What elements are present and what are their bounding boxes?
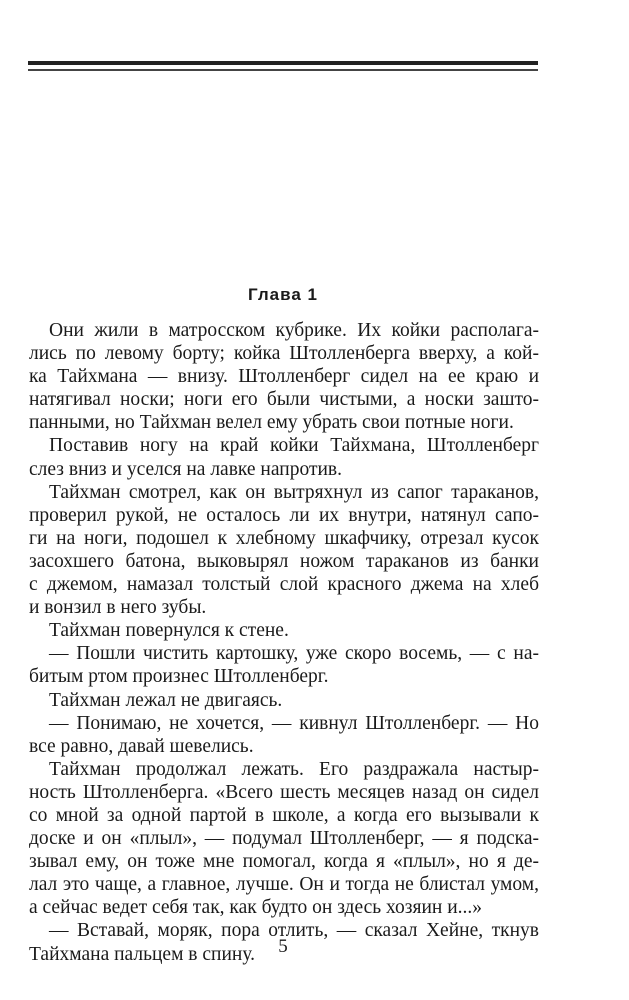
chapter-title: Глава 1 bbox=[248, 285, 318, 304]
header-rule-thin bbox=[28, 69, 538, 71]
text-line: слез вниз и уселся на лавке напротив. bbox=[29, 458, 342, 480]
paragraph bbox=[29, 712, 539, 758]
text-line: ка Тайхмана — внизу. Штолленберг сидел на ее краю и bbox=[29, 366, 539, 388]
paragraph bbox=[29, 758, 539, 920]
text-line: ги на ноги, подошел к хлебному шкафчику, отрезал кусок bbox=[29, 527, 539, 549]
text-line: — Вставай, моряк, пора отлить, — сказал Хейне, ткнув bbox=[49, 920, 539, 942]
text-line: и вонзил в него зубы. bbox=[29, 597, 207, 619]
text-line: лал это чаще, а главное, лучше. Он и тогда не блистал умом, bbox=[29, 874, 539, 896]
paragraph bbox=[29, 642, 539, 688]
body-text bbox=[29, 319, 539, 966]
text-line: Поставив ногу на край койки Тайхмана, Штолленберг bbox=[49, 435, 539, 457]
text-line: с джемом, намазал толстый слой красного джема на хлеб bbox=[29, 574, 539, 596]
text-line: — Пошли чистить картошку, уже скоро восемь, — с на- bbox=[49, 643, 539, 665]
text-line: Тайхман лежал не двигаясь. bbox=[49, 689, 283, 711]
text-line: Тайхман смотрел, как он вытряхнул из сапог тараканов, bbox=[49, 481, 539, 503]
text-line: натягивал носки; ноги его были чистыми, а носки зашто- bbox=[29, 389, 539, 411]
text-line: ность Штолленберга. «Всего шесть месяцев назад он сидел bbox=[29, 781, 539, 803]
text-line: панными, но Тайхман велел ему убрать свои потные ноги. bbox=[29, 412, 514, 434]
paragraph bbox=[29, 319, 539, 434]
paragraph bbox=[29, 689, 539, 712]
text-line: лись по левому борту; койка Штолленберга вверху, а кой- bbox=[29, 343, 539, 365]
text-line: битым ртом произнес Штолленберг. bbox=[29, 666, 329, 688]
text-line: Тайхман повернулся к стене. bbox=[49, 620, 289, 642]
text-line: Тайхмана пальцем в спину. bbox=[29, 943, 256, 965]
paragraph bbox=[29, 434, 539, 480]
header-rule-thick bbox=[28, 61, 538, 65]
text-line: а сейчас ведет себя так, как будто он здесь хозяин и...» bbox=[29, 897, 483, 919]
text-line: со мной за одной партой в школе, а когда его вызывали к bbox=[29, 804, 539, 826]
text-line: зывал ему, он тоже мне помогал, когда я «плыл», но я де- bbox=[29, 851, 539, 873]
text-line: Тайхман продолжал лежать. Его раздражала настыр- bbox=[49, 758, 539, 780]
text-line: проверил рукой, не осталось ли их внутри, натянул сапо- bbox=[29, 504, 539, 526]
text-line: засохшего батона, выковырял ножом тараканов из банки bbox=[29, 550, 539, 572]
text-line: Они жили в матросском кубрике. Их койки располага- bbox=[49, 320, 539, 341]
text-line: — Понимаю, не хочется, — кивнул Штолленберг. — Но bbox=[49, 712, 539, 734]
paragraph bbox=[29, 619, 539, 642]
paragraph bbox=[29, 481, 539, 620]
page-number: 5 bbox=[278, 936, 288, 957]
text-line: все равно, давай шевелись. bbox=[29, 735, 254, 757]
text-line: доске и он «плыл», — подумал Штолленберг, — я подска- bbox=[29, 828, 539, 850]
